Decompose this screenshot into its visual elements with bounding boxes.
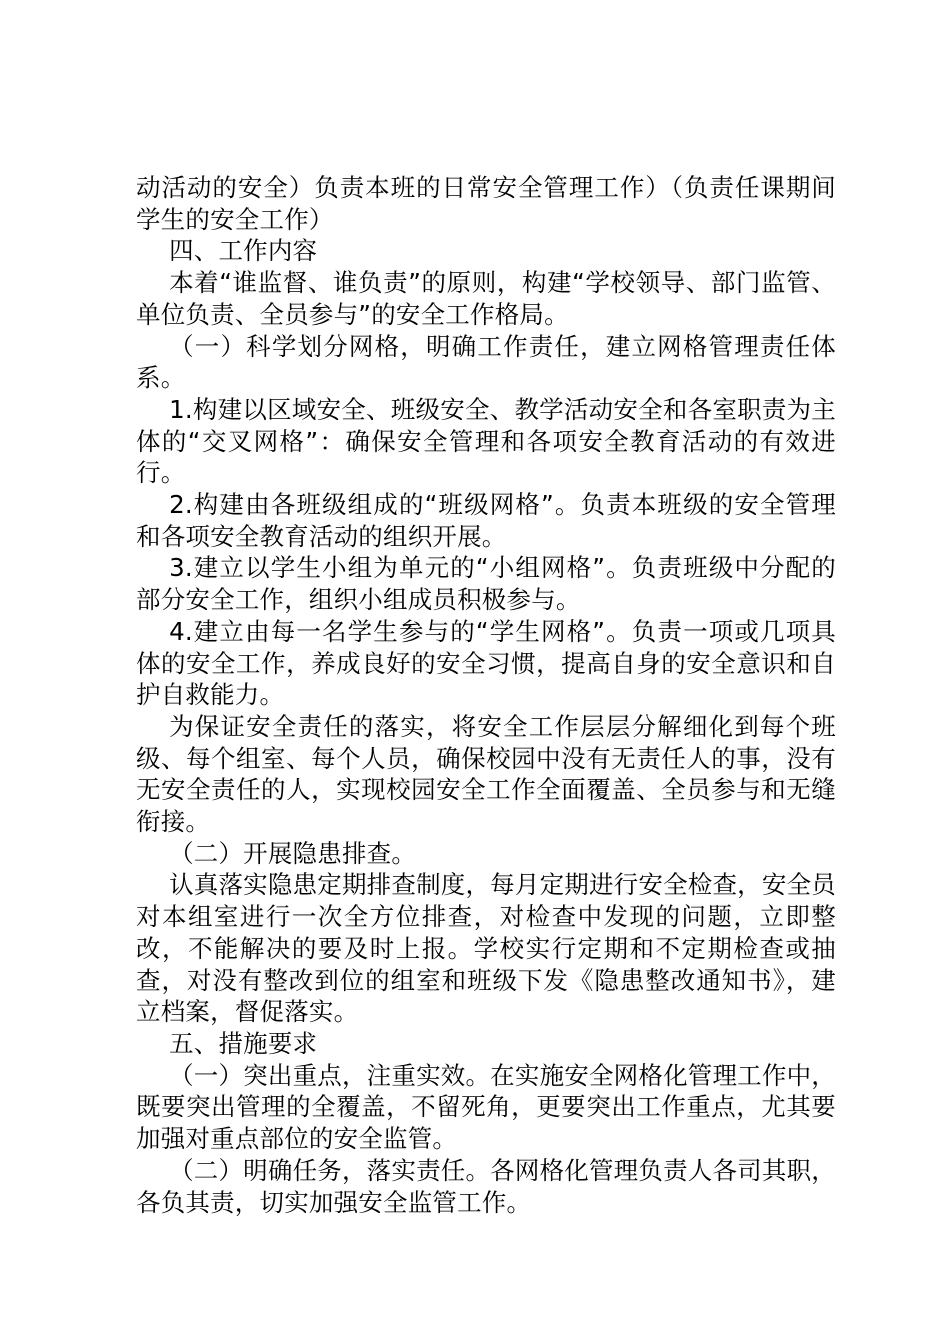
paragraph-principle: 本着“谁监督、谁负责”的原则，构建“学校领导、部门监管、单位负责、全员参与”的安全工作格局。: [136, 268, 836, 329]
list-item-2: 2.构建由各班级组成的“班级网格”。负责本班级的安全管理和各项安全教育活动的组织开展。: [136, 490, 836, 551]
paragraph-inspection-detail: 认真落实隐患定期排查制度，每月定期进行安全检查，安全员对本组室进行一次全方位排查，对检查中发现的问题，立即整改，不能解决的要及时上报。学校实行定期和不定期检查或抽查，对没有整改到位的组室和班级下发《隐患整改通知书》，建立档案，督促落实。: [136, 870, 836, 1027]
list-item-4: 4.建立由每一名学生参与的“学生网格”。负责一项或几项具体的安全工作，养成良好的安全习惯，提高自身的安全意识和自护自救能力。: [136, 616, 836, 710]
paragraph-responsibility: 为保证安全责任的落实，将安全工作层层分解细化到每个班级、每个组室、每个人员，确保校园中没有无责任人的事，没有无安全责任的人，实现校园安全工作全面覆盖、全员参与和无缝衔接。: [136, 711, 836, 837]
document-body: [136, 172, 836, 1218]
subheading-grid-division: （一）科学划分网格，明确工作责任，建立网格管理责任体系。: [136, 331, 836, 393]
section-heading-work-content: 四、工作内容: [169, 236, 318, 266]
paragraph-continuation: 动活动的安全）负责本班的日常安全管理工作）（负责任课期间学生的安全工作）: [136, 173, 836, 234]
subheading-hazard-inspection: （二）开展隐患排查。: [169, 838, 417, 868]
list-item-3: 3.建立以学生小组为单元的“小组网格”。负责班级中分配的部分安全工作，组织小组成员积极参与。: [136, 553, 836, 615]
paragraph-measure-1: （一）突出重点，注重实效。在实施安全网格化管理工作中，既要突出管理的全覆盖，不留死角，更要突出工作重点，尤其要加强对重点部位的安全监管。: [136, 1060, 836, 1154]
section-heading-measures: 五、措施要求: [169, 1028, 318, 1058]
paragraph-measure-2: （二）明确任务，落实责任。各网格化管理负责人各司其职，各负其责，切实加强安全监管工作。: [136, 1155, 836, 1217]
list-item-1: 1.构建以区域安全、班级安全、教学活动安全和各室职责为主体的“交叉网格”：确保安全管理和各项安全教育活动的有效进行。: [136, 394, 836, 488]
